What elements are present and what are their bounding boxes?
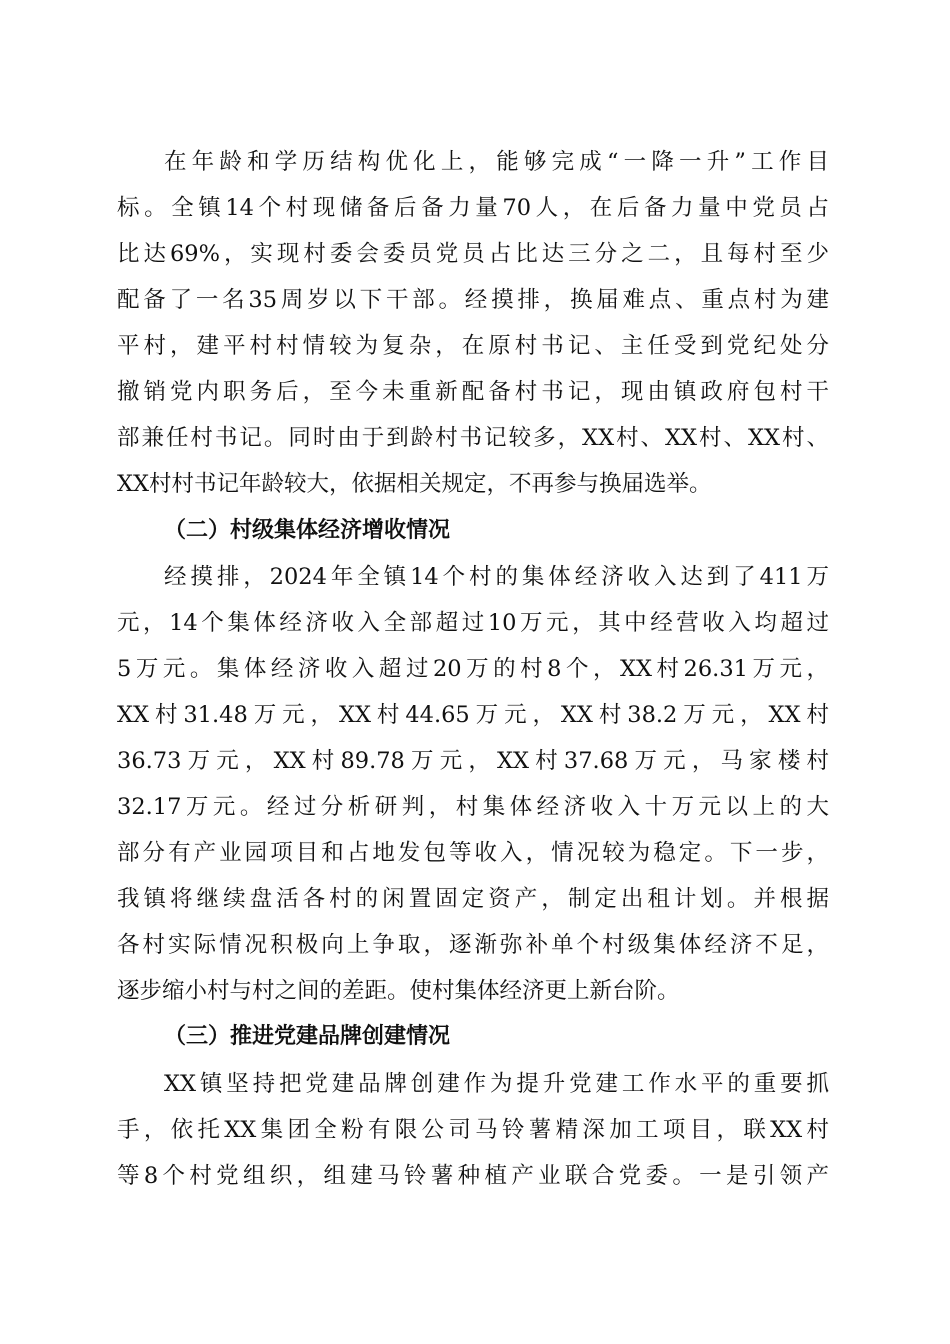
para2-line-1: 经摸排，2024年全镇14个村的集体经济收入达到了411万 [164, 564, 829, 590]
para2-line-2: 元，14个集体经济收入全部超过10万元，其中经营收入均超过 [117, 610, 829, 636]
para1-line-3: 比达69%，实现村委会委员党员占比达三分之二，且每村至少 [117, 241, 829, 267]
para1-line-4: 配备了一名35周岁以下干部。经摸排，换届难点、重点村为建 [117, 287, 829, 313]
para3-line-1: XX镇坚持把党建品牌创建作为提升党建工作水平的重要抓 [164, 1071, 829, 1097]
section-heading-2: （二）村级集体经济增收情况 [164, 518, 451, 543]
para2-line-7: 部分有产业园项目和占地发包等收入，情况较为稳定。下一步， [117, 840, 829, 866]
section-heading-3: （三）推进党建品牌创建情况 [164, 1024, 451, 1049]
para2-line-9: 各村实际情况积极向上争取，逐渐弥补单个村级集体经济不足， [117, 932, 829, 958]
para1-line-8: XX村村书记年龄较大，依据相关规定，不再参与换届选举。 [117, 471, 712, 497]
para1-line-2: 标。全镇14个村现储备后备力量70人，在后备力量中党员占 [117, 195, 829, 221]
para2-line-3: 5万元。集体经济收入超过20万的村8个，XX村26.31万元， [117, 656, 829, 682]
para2-line-8: 我镇将继续盘活各村的闲置固定资产，制定出租计划。并根据 [117, 886, 829, 912]
para1-line-1: 在年龄和学历结构优化上，能够完成“一降一升”工作目 [164, 149, 829, 175]
para1-line-5: 平村，建平村村情较为复杂，在原村书记、主任受到党纪处分 [117, 333, 829, 359]
para2-line-6: 32.17万元。经过分析研判，村集体经济收入十万元以上的大 [117, 794, 829, 820]
para3-line-2: 手，依托XX集团全粉有限公司马铃薯精深加工项目，联XX村 [117, 1117, 829, 1143]
para2-line-5: 36.73万元，XX村89.78万元，XX村37.68万元，马家楼村 [117, 748, 829, 774]
para2-line-10: 逐步缩小村与村之间的差距。使村集体经济更上新台阶。 [117, 978, 680, 1004]
para1-line-6: 撤销党内职务后，至今未重新配备村书记，现由镇政府包村干 [117, 379, 829, 405]
para1-line-7: 部兼任村书记。同时由于到龄村书记较多，XX村、XX村、XX村、 [117, 425, 829, 451]
para2-line-4: XX村31.48万元，XX村44.65万元，XX村38.2万元，XX村 [117, 702, 829, 728]
para3-line-3: 等8个村党组织，组建马铃薯种植产业联合党委。一是引领产 [117, 1163, 829, 1189]
